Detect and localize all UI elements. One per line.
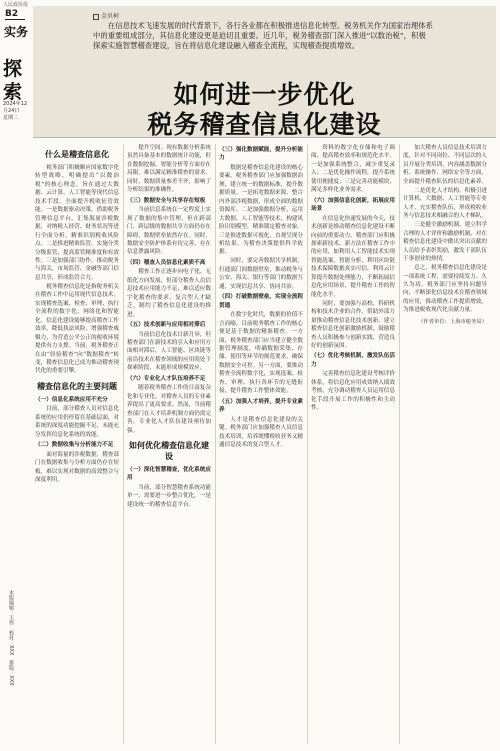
section-heading: 稽查信息化的主要问题 <box>37 380 117 391</box>
issue-date: 2024年12月24日 <box>3 101 28 114</box>
author-name: 金贝柯 <box>101 13 120 20</box>
body-paragraph: 税务稽查信息化是指税务机关在稽查工作中运用现代信息技术，实现稽查选案、检查、审理、执行全流程的数字化、网络化和智能化。信息化建设能够提高稽查工作效率，降低执法风险，增强稽查威慑力，为营造公平公正的税收环境提供有力支撑。当前，税务稽查正在由“经验稽查”向“数据稽查”转变，稽查信息化已成为推动稽查现代化的重要引擎。 <box>35 283 119 375</box>
editor-credits: 本版编辑：王伟 校对：XXX 排版：XXX <box>8 590 14 686</box>
column-name: 探索 <box>3 58 23 103</box>
author-box-icon <box>93 14 99 20</box>
body-paragraph: 当前信息系统在一定程度上实现了数据的集中管理，但在跨部门、跨层级的数据共享方面仍存在障碍，数据壁垒依然存在。同时，数据安全防护体系有待完善，存在信息泄露风险。 <box>127 207 211 256</box>
lead-paragraph: 在信息技术飞速发展的时代背景下，各行各业都在积极推进信息化转型。税务机关作为国家治理体系中的重要组成部分，其信息化建设更是迫切且重要。近几年，税务稽查部门深入推进“以数治税”，积极探索实施智慧稽查建设，旨在将信息化建设融入稽查全流程，实现稽查提质增效。 <box>93 21 433 50</box>
body-paragraph: 同时，要加强与高校、科研机构和技术企业的合作，借助外部力量推动稽查信息化技术创新。建立稽查信息化创新激励机制，鼓励稽查人员积极参与创新实践，营造良好的创新氛围。 <box>311 300 395 350</box>
body-paragraph: 数据是稽查信息化建设的核心要素。税务稽查部门应加强数据治理，建立统一的数据标准，提升数据质量。一是拓宽数据来源，整合内外部涉税数据，形成全面的数据资源库。二是加强数据分析，运用大数据、人工智能等技术，构建风险识别模型，精准锁定稽查对象。三是推进数据可视化，直观呈现分析结果，为稽查决策提供科学依据。 <box>219 164 303 256</box>
body-columns <box>33 144 496 744</box>
subsection-heading: （一）深化智慧稽查，优化系统应用 <box>127 466 211 482</box>
subsection-heading: （二）数据收集与分析能力不足 <box>35 442 114 449</box>
body-column-4 <box>311 144 395 744</box>
subsection-heading: （五）加强人才培养，提升专业素养 <box>219 398 303 414</box>
title-line-2: 税务稽查信息化建设 <box>147 110 382 139</box>
body-paragraph: 在数字化时代，数据的价值不言而喻。目前税务稽查工作的核心便是基于数据的精准稽查。一方面，税务稽查部门应当建立健全数据管理制度，明确数据采集、存储、使用等环节的规范要求，确保数据安全可控。另一方面，要推动稽查全流程数字化，实现选案、检查、审理、执行各环节的无缝衔接，提升稽查工作整体效能。 <box>219 312 303 395</box>
body-column-5 <box>403 144 487 744</box>
article-header-band <box>33 6 496 138</box>
body-paragraph: 当前信息化技术日新月异，但稽查部门在新技术的引入和应用方面相对滞后，人工智能、区块链等前沿技术在稽查领域的应用尚处于探索阶段，未能形成规模效应。 <box>127 331 211 372</box>
subsection-heading: （三）强化数据赋能，提升分析能力 <box>219 147 303 162</box>
issue-date-block <box>3 101 30 122</box>
subsection-heading: （六）加强信息化创新，拓展应用场景 <box>311 197 395 213</box>
section-heading: 什么是稽查信息化 <box>45 149 109 159</box>
body-paragraph: 加大稽查人员信息技术培训力度，针对不同岗位、不同层次的人员开展分类培训，内容涵盖数据分析、系统操作、网络安全等方面，全面提升稽查队伍的信息化素养。 <box>403 145 487 185</box>
body-column-3 <box>219 144 303 744</box>
body-paragraph: 面对海量的涉税数据，稽查部门在数据收集与分析方面仍存在短板，难以实现对数据的高效整合与深度利用。 <box>35 451 119 483</box>
article-title <box>33 80 496 140</box>
column-divider <box>399 144 400 744</box>
body-paragraph: 三是健全激励机制。建立科学合理的人才评价和激励机制，对在稽查信息化建设中做出突出贡献的人员给予表彰奖励，激发干部队伍干事创业的热情。 <box>403 222 487 263</box>
issue-weekday: 星期二 <box>3 115 19 121</box>
paper-name: 人民政协报 <box>3 2 29 8</box>
section-name: 实务 <box>4 25 29 39</box>
body-paragraph: 二是优化人才结构。积极引进计算机、大数据、人工智能等专业人才，充实稽查队伍，形成税收业务与信息技术相融合的人才梯队。 <box>403 187 487 220</box>
body-paragraph: 同时，要完善数据共享机制，打通部门间数据壁垒，推动税务与公安、海关、银行等部门的数据互通，实现信息共享、协同共治。 <box>219 258 303 290</box>
body-paragraph: 当前，部分智慧稽查系统功能单一，需要进一步整合优化。一是建设统一的稽查信息平台。 <box>127 484 211 508</box>
body-paragraph: 稽查工作正逐步向电子化、无纸化方向发展，但部分稽查人员信息技术应用能力不足，难以适应数字化稽查的要求。复合型人才缺乏，制约了稽查信息化建设的推进。 <box>127 269 211 318</box>
body-paragraph: 完善稽查信息化建设考核评价体系，将信息化应用成效纳入绩效考核，充分调动稽查人员运用信息化手段开展工作的积极性和主动性。 <box>311 371 395 412</box>
title-line-1: 如何进一步优化 <box>173 80 356 109</box>
page-code: B2 <box>5 9 25 20</box>
subsection-heading: （四）稽查人员信息化素质不高 <box>127 259 206 266</box>
column-divider <box>123 144 124 744</box>
left-margin-rail <box>0 0 30 751</box>
body-column-1 <box>35 144 119 744</box>
body-column-2 <box>127 144 211 744</box>
body-paragraph: 总之，税务稽查信息化建设是一项系统工程，需要持续发力、久久为功。税务部门应坚持问题导向，不断深化信息技术在稽查领域的应用，推动稽查工作提质增效，为推进税收现代化贡献力量。 <box>403 265 487 314</box>
body-paragraph: 人才是稽查信息化建设的关键。税务部门应加强稽查人员信息技术培训，培养既懂税收业务又精通信息技术的复合型人才。 <box>219 416 303 448</box>
body-paragraph: 税务部门积极顺应国家数字化转型战略，明确提出“以数治税”的核心理念，旨在通过大数据、云计算、人工智能等现代信息技术手段，全面提升税收征管效能。一是数据驱动决策，借助税务管理信息平台，汇集海量涉税数据，对纳税人经营、财务状况等进行全面分析，精准识别税收风险点。二是推进精准监管，实施分类分级监管，提高监管精准度和有效性。三是加强部门协作，推动税务与海关、市场监管、金融等部门信息共享，形成监管合力。 <box>35 165 119 281</box>
author-affiliation: （作者单位：上海市税务局） <box>418 318 487 325</box>
author-line <box>93 11 119 20</box>
subsection-heading: （六）专业化人才队伍培养不足 <box>127 375 206 382</box>
subsection-heading: （三）数据安全与共享存在短板 <box>127 197 206 204</box>
column-divider <box>307 144 308 744</box>
body-paragraph: 提升空间。现有数据分析系统虽然具备基本的数据统计功能，但在数据挖掘、智能分析等方面存在局限，难以满足精准稽查的需求。同时，数据质量参差不齐，影响了分析结果的准确性。 <box>127 145 211 194</box>
body-paragraph: 目前，部分稽查人员对信息化系统的应用仍停留在基础层面，对系统的深度功能挖掘不足，未能充分发挥信息化系统的效能。 <box>35 406 119 438</box>
subsection-heading: （七）优化考核机制，激发队伍活力 <box>311 353 395 368</box>
subsection-heading: （五）技术创新与应用相对滞后 <box>127 322 206 329</box>
column-divider <box>215 144 216 744</box>
body-paragraph: 资料的数字化存储和电子调阅，提高稽查效率和规范化水平。一是加强系统整合，减少重复录入；二是优化操作流程，提升系统使用便捷度；三是完善功能模块，满足多样化业务需求。 <box>311 145 395 194</box>
article-region <box>33 6 496 746</box>
section-heading: 如何优化稽查信息化建设 <box>129 439 209 461</box>
subsection-heading: （四）打破数据壁垒，实现全流程贯通 <box>219 294 303 309</box>
body-paragraph: 在信息化快速发展的今天，技术创新是推动稽查信息化建设不断向前的重要动力。稽查部门应积极探索新技术、新方法在稽查工作中的应用，如利用人工智能技术实现智能选案、智能分析，利用区块链技术保障数据真实可信，利用云计算提升数据处理能力，不断拓展信息化应用场景，提升稽查工作的智能化水平。 <box>311 215 395 298</box>
body-paragraph: 随着税务稽查工作的日益复杂化和专业化，对稽查人员的专业素养提出了更高要求。然而，当前稽查部门在人才培养机制方面仍需完善，专业化人才队伍建设亟待加强。 <box>127 385 211 434</box>
subsection-heading: （一）信息化系统应用不充分 <box>35 396 108 403</box>
